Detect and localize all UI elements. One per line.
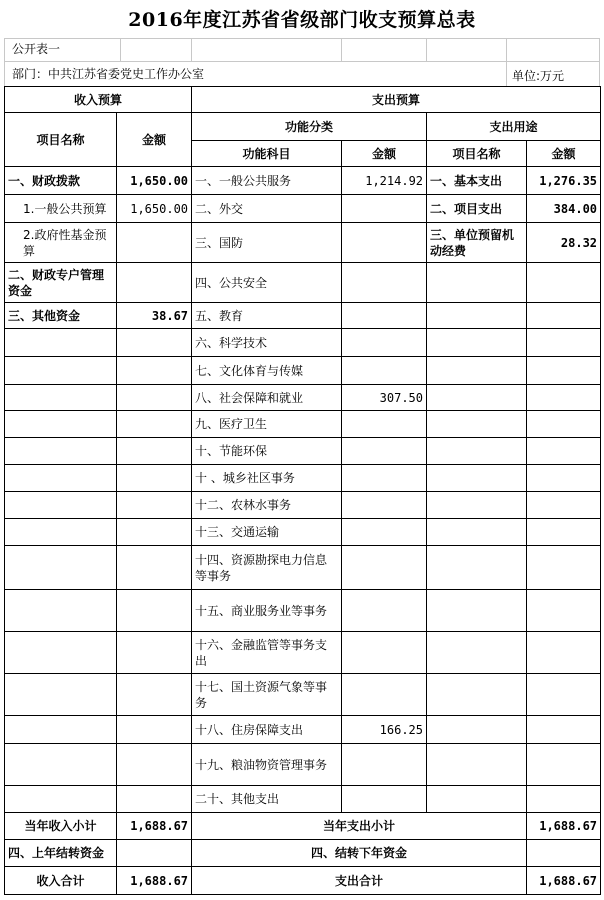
carryover-out-value	[527, 840, 601, 867]
function-name: 十、节能环保	[192, 438, 342, 465]
function-class-header: 功能分类	[192, 113, 427, 141]
table-row	[5, 813, 601, 840]
function-name: 三、国防	[192, 223, 342, 263]
table-row	[5, 329, 601, 357]
function-name: 十九、粮油物资管理事务	[192, 744, 342, 786]
function-amount: 1,214.92	[342, 167, 427, 195]
income-item-name: 1.一般公共预算	[5, 195, 117, 223]
use-name	[427, 303, 527, 329]
function-name: 十 、城乡社区事务	[192, 465, 342, 492]
page-title: 2016年度江苏省省级部门收支预算总表	[128, 9, 476, 31]
table-row	[5, 867, 601, 895]
table-row	[5, 786, 601, 813]
table-row	[5, 590, 601, 632]
function-subject-header: 功能科目	[192, 141, 342, 167]
use-amount	[527, 303, 601, 329]
function-name: 十三、交通运输	[192, 519, 342, 546]
function-name: 一、一般公共服务	[192, 167, 342, 195]
income-amount: 38.67	[117, 303, 192, 329]
table-row	[5, 465, 601, 492]
function-name: 十七、国土资源气象等事务	[192, 674, 342, 716]
function-amount	[342, 590, 427, 632]
function-amount: 166.25	[342, 716, 427, 744]
function-name: 十五、商业服务业等事务	[192, 590, 342, 632]
function-name: 十四、资源勘探电力信息等事务	[192, 546, 342, 590]
function-name: 二十、其他支出	[192, 786, 342, 813]
income-subtotal-label: 当年收入小计	[5, 813, 117, 840]
use-name: 三、单位预留机动经费	[427, 223, 527, 263]
use-amount: 1,276.35	[527, 167, 601, 195]
function-name: 二、外交	[192, 195, 342, 223]
expense-subtotal-value: 1,688.67	[527, 813, 601, 840]
use-item-name-header: 项目名称	[427, 141, 527, 167]
income-amount: 1,650.00	[117, 195, 192, 223]
function-amount	[342, 329, 427, 357]
table-row	[5, 357, 601, 385]
use-amount-header: 金额	[527, 141, 601, 167]
use-name: 一、基本支出	[427, 167, 527, 195]
function-name: 五、教育	[192, 303, 342, 329]
function-name: 七、文化体育与传媒	[192, 357, 342, 385]
table-row	[5, 385, 601, 411]
function-amount	[342, 546, 427, 590]
table-row	[5, 411, 601, 438]
table-row	[5, 195, 601, 223]
carryover-out-label: 四、结转下年资金	[192, 840, 527, 867]
table-row	[5, 87, 601, 113]
function-name: 四、公共安全	[192, 263, 342, 303]
use-name	[427, 263, 527, 303]
expense-total-value: 1,688.67	[527, 867, 601, 895]
function-amount	[342, 263, 427, 303]
income-total-label: 收入合计	[5, 867, 117, 895]
subtitle: 公开表一	[12, 42, 61, 56]
income-item-name: 二、财政专户管理资金	[5, 263, 117, 303]
expense-subtotal-label: 当年支出小计	[192, 813, 527, 840]
function-amount	[342, 438, 427, 465]
expense-total-label: 支出合计	[192, 867, 527, 895]
income-amount	[117, 223, 192, 263]
function-amount	[342, 632, 427, 674]
table-row	[5, 223, 601, 263]
income-amount-header: 金额	[117, 113, 192, 167]
function-amount	[342, 744, 427, 786]
function-name: 八、社会保障和就业	[192, 385, 342, 411]
function-name: 十八、住房保障支出	[192, 716, 342, 744]
table-row	[5, 744, 601, 786]
income-item-name-header: 项目名称	[5, 113, 117, 167]
income-item-name: 2.政府性基金预算	[5, 223, 117, 263]
carryover-in-value	[117, 840, 192, 867]
table-row	[5, 438, 601, 465]
function-amount: 307.50	[342, 385, 427, 411]
use-amount: 384.00	[527, 195, 601, 223]
table-row	[5, 263, 601, 303]
function-amount	[342, 357, 427, 385]
income-item-name: 一、财政拨款	[5, 167, 117, 195]
table-row	[5, 303, 601, 329]
function-amount	[342, 492, 427, 519]
expense-budget-header: 支出预算	[192, 87, 601, 113]
income-subtotal-value: 1,688.67	[117, 813, 192, 840]
income-budget-header: 收入预算	[5, 87, 192, 113]
use-amount	[527, 263, 601, 303]
table-row	[5, 674, 601, 716]
table-row	[5, 492, 601, 519]
carryover-in-label: 四、上年结转资金	[5, 840, 117, 867]
expense-use-header: 支出用途	[427, 113, 601, 141]
function-name: 十二、农林水事务	[192, 492, 342, 519]
unit-label: 单位:万元	[512, 69, 565, 83]
income-total-value: 1,688.67	[117, 867, 192, 895]
function-amount	[342, 303, 427, 329]
function-amount	[342, 195, 427, 223]
function-amount	[342, 465, 427, 492]
table-row	[5, 113, 601, 141]
budget-table	[4, 86, 601, 895]
function-amount	[342, 674, 427, 716]
department-label: 部门：中共江苏省委党史工作办公室	[12, 67, 205, 81]
function-amount-header: 金额	[342, 141, 427, 167]
function-amount	[342, 786, 427, 813]
table-row	[5, 546, 601, 590]
function-amount	[342, 519, 427, 546]
use-name: 二、项目支出	[427, 195, 527, 223]
table-row	[5, 632, 601, 674]
function-name: 十六、金融监管等事务支出	[192, 632, 342, 674]
table-row	[5, 167, 601, 195]
income-amount: 1,650.00	[117, 167, 192, 195]
function-amount	[342, 411, 427, 438]
income-amount	[117, 263, 192, 303]
table-row	[5, 519, 601, 546]
use-amount: 28.32	[527, 223, 601, 263]
income-item-name: 三、其他资金	[5, 303, 117, 329]
function-name: 九、医疗卫生	[192, 411, 342, 438]
function-amount	[342, 223, 427, 263]
function-name: 六、科学技术	[192, 329, 342, 357]
table-row	[5, 716, 601, 744]
table-row	[5, 840, 601, 867]
